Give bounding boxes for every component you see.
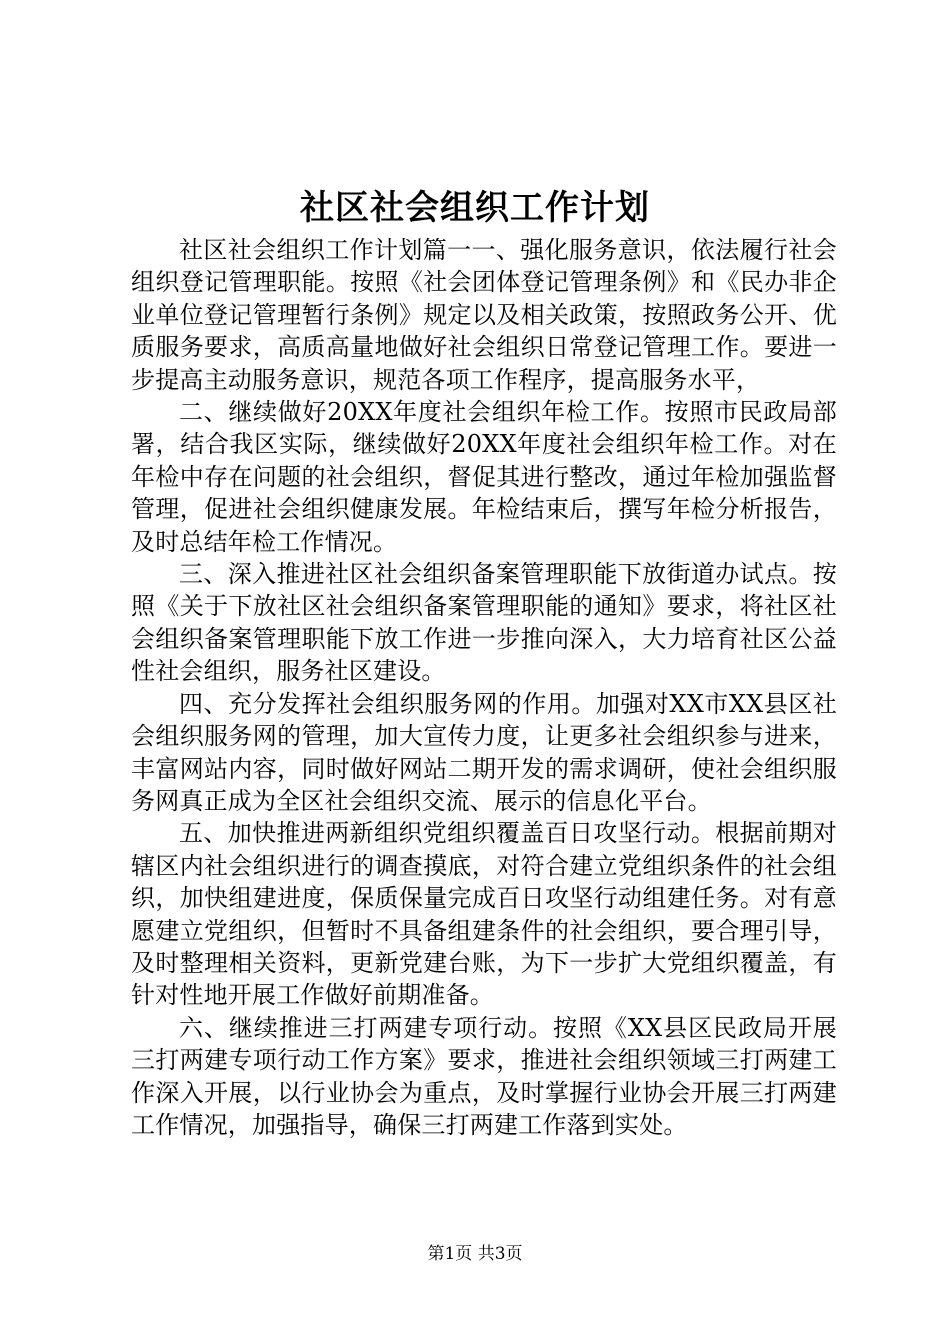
document-body: [131, 234, 837, 1141]
paragraph-5: 五、加快推进两新组织党组织覆盖百日攻坚行动。根据前期对辖区内社会组织进行的调查摸底，对符合建立党组织条件的社会组织，加快组建进度，保质保量完成百日攻坚行动组建任务。对有意愿建立党组织，但暂时不具备组建条件的社会组织，要合理引导，及时整理相关资料，更新党建台账，为下一步扩大党组织覆盖，有针对性地开展工作做好前期准备。: [131, 819, 837, 1010]
page-footer: 第1页 共3页: [427, 1244, 523, 1264]
paragraph-3: 三、深入推进社区社会组织备案管理职能下放街道办试点。按照《关于下放社区社会组织备案管理职能的通知》要求，将社区社会组织备案管理职能下放工作进一步推向深入，大力培育社区公益性社会组织，服务社区建设。: [131, 560, 837, 686]
paragraph-1: 社区社会组织工作计划篇一一、强化服务意识，依法履行社会组织登记管理职能。按照《社会团体登记管理条例》和《民办非企业单位登记管理暂行条例》规定以及相关政策，按照政务公开、优质服务要求，高质高量地做好社会组织日常登记管理工作。要进一步提高主动服务意识，规范各项工作程序，提高服务水平，: [131, 236, 837, 394]
document-title: 社区社会组织工作计划: [300, 188, 650, 228]
paragraph-6: 六、继续推进三打两建专项行动。按照《XX县区民政局开展三打两建专项行动工作方案》要求，推进社会组织领域三打两建工作深入开展，以行业协会为重点，及时掌握行业协会开展三打两建工作情况，加强指导，确保三打两建工作落到实处。: [131, 1013, 837, 1139]
paragraph-4: 四、充分发挥社会组织服务网的作用。加强对XX市XX县区社会组织服务网的管理，加大宣传力度，让更多社会组织参与进来，丰富网站内容，同时做好网站二期开发的需求调研，使社会组织服务网真正成为全区社会组织交流、展示的信息化平台。: [131, 689, 837, 815]
paragraph-2: 二、继续做好20XX年度社会组织年检工作。按照市民政局部署，结合我区实际，继续做好20XX年度社会组织年检工作。对在年检中存在问题的社会组织，督促其进行整改，通过年检加强监督管理，促进社会组织健康发展。年检结束后，撰写年检分析报告，及时总结年检工作情况。: [131, 398, 837, 556]
